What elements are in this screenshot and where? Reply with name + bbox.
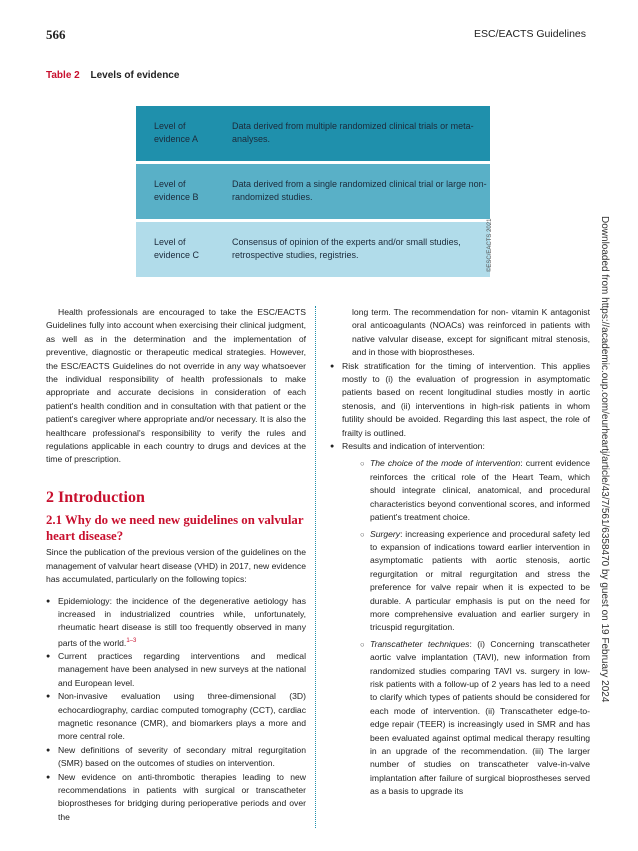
reference-superscript[interactable]: 1–3 — [126, 637, 137, 644]
evidence-level-label: Level of evidence A — [154, 121, 199, 144]
sub-item-lead: Transcatheter techniques — [370, 638, 470, 649]
topic-list-continued — [330, 360, 590, 799]
intro-paragraph: Health professionals are encouraged to take the ESC/EACTS Guidelines fully into account when exercising their clinical judgment, as well as in the determination and the implementation of preventive, diagnostic or therapeutic medical strategies. However, the ESC/EACTS Guidelines do not override in any way whatsoever the individual responsibility of health professionals to make appropriate and accurate decisions in consideration of each patient's health condition and in consultation with that patient or the patient's caregiver where appropriate and/or necessary. It is also the healthcare professional's responsibility to verify the rules and regulations applicable in each country to drugs and devices at the time of prescription. — [46, 307, 306, 465]
topic-list — [46, 595, 306, 825]
download-note: Downloaded from https://academic.oup.com/eurheartj/article/43/7/561/6358470 by guest on 19 February 2024 — [599, 216, 610, 703]
left-column — [46, 306, 306, 824]
list-item-text: Epidemiology: the incidence of the degenerative aetiology has increased in industrialized countries while, unfortunately, rheumatic heart disease is still too frequently observed in many parts of the world. — [58, 595, 306, 648]
evidence-description: Consensus of opinion of the experts and/or small studies, retrospective studies, registries. — [232, 237, 461, 260]
evidence-description: Data derived from a single randomized clinical trial or large non-randomized studies. — [232, 179, 487, 202]
list-item — [46, 595, 306, 650]
page-number: 566 — [46, 27, 66, 42]
evidence-table — [136, 106, 490, 276]
sub-item-lead: The choice of the mode of intervention — [370, 458, 521, 469]
running-title: ESC/EACTS Guidelines — [473, 28, 586, 40]
list-item: ● New evidence on anti-thrombotic therapies leading to new recommendations in patients with surgical or transcatheter bioprostheses for bridging during perioperative periods and over the — [46, 771, 306, 825]
sub-list — [342, 457, 590, 798]
sub-item-lead: Surgery — [370, 528, 401, 539]
list-item: ● Current practices regarding interventions and medical management have been analysed in new surveys at the national and European level. — [46, 650, 306, 690]
section-heading: 2 Introduction — [46, 488, 145, 506]
continuation-paragraph: long term. The recommendation for non- vitamin K antagonist oral anticoagulants (NOACs) was reinforced in patients with native valvular disease, except for significant mitral stenosis, and in those with bioprostheses. — [352, 307, 590, 358]
column-divider — [315, 306, 316, 828]
list-item-text: Results and indication of intervention: — [342, 441, 485, 452]
evidence-row-a — [136, 106, 490, 161]
sub-item-text: : increasing experience and procedural safety led to expansion of indications toward earlier intervention in asymptomatic patients with aortic stenosis, aortic regurgitation or mitral regurgitation and stress the preference for valve repair when it is expected to be durable. A particular emphasis is put on the need for more comprehensive evaluation and earlier surgery in tricuspid regurgitation. — [370, 528, 590, 633]
list-item: ● Non-invasive evaluation using three-dimensional (3D) echocardiography, cardiac computed tomography (CCT), cardiac magnetic resonance (CMR), and biomarkers plays a more and more central role. — [46, 690, 306, 744]
subsection-heading: 2.1 Why do we need new guidelines on valvular heart disease? — [46, 513, 304, 544]
list-item — [330, 440, 590, 799]
evidence-level-label: Level of evidence B — [154, 179, 199, 202]
evidence-description: Data derived from multiple randomized clinical trials or meta-analyses. — [232, 121, 474, 144]
sub-item-text: : (i) Concerning transcatheter aortic valve implantation (TAVI), new information from randomized studies comparing TAVI vs. surgery in low-risk patients with a follow-up of 2 years has led to a need to clarify which types of patients should be considered for each mode of intervention. (ii) Transcatheter edge-to-edge repair (TEER) is increasingly used in SMR and has been evaluated against optimal medical therapy resulting in an upgrade of the recommendation. (iii) The larger number of studies on transcatheter valve-in-valve implantation after failure of surgical bioprostheses served as a basis to upgrade its — [370, 638, 590, 797]
table-title: Levels of evidence — [90, 70, 180, 81]
evidence-row-b — [136, 164, 490, 219]
table-caption — [46, 70, 179, 81]
sub-list-item — [360, 528, 590, 635]
subsection-intro: Since the publication of the previous version of the guidelines on the management of valvular heart disease (VHD) in 2017, new evidence has accumulated, particularly on the following topics: — [46, 547, 306, 585]
copyright-note: ©ESC/EACTS 2021 — [487, 218, 493, 272]
list-item: ● New definitions of severity of secondary mitral regurgitation (SMR) based on the outcomes of studies on intervention. — [46, 744, 306, 771]
list-item: ● Risk stratification for the timing of intervention. This applies mostly to (i) the evaluation of progression in asymptomatic patients based on recent longitudinal studies mostly in aortic stenosis, and (ii) interventions in high-risk patients in whom futility should be avoided. Regarding this last aspect, the role of frailty is outlined. — [330, 360, 590, 440]
right-column — [330, 306, 590, 802]
sub-list-item — [360, 457, 590, 524]
evidence-level-label: Level of evidence C — [154, 237, 200, 260]
table-label: Table 2 — [46, 70, 80, 81]
sub-item-text: : current evidence reinforces the critical role of the Heart Team, which should integrate clinical, anatomical, and procedural characteristics beyond conventional scores, and informed patient's treatment choice. — [370, 458, 590, 523]
sub-list-item — [360, 638, 590, 799]
evidence-row-c — [136, 222, 490, 277]
